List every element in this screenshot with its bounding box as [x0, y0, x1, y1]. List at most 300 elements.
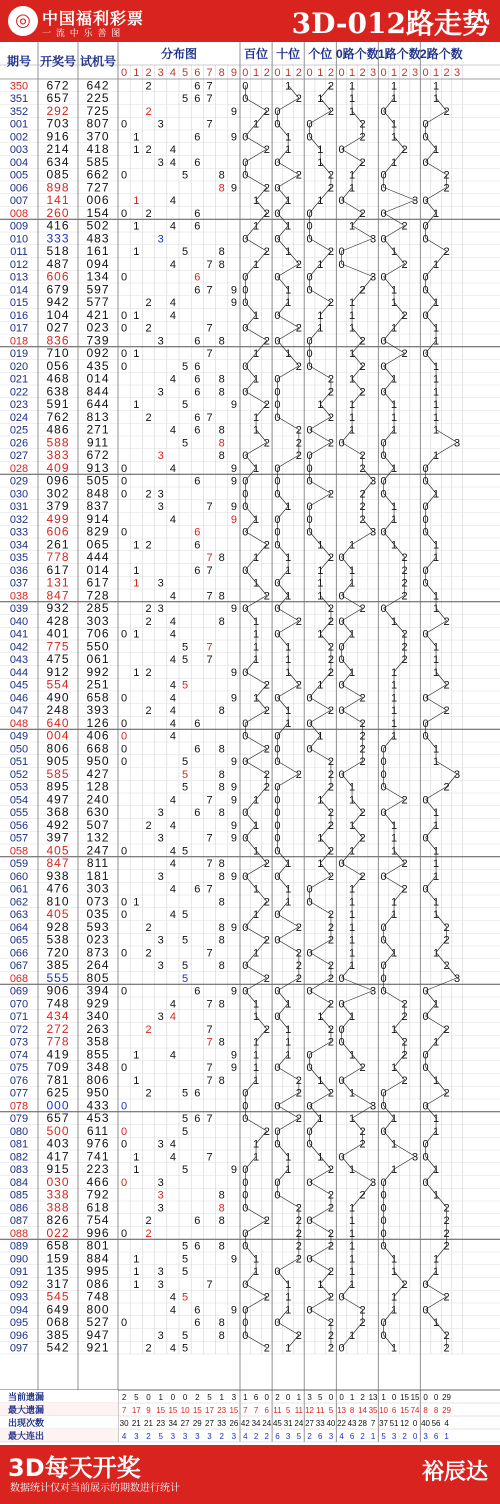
stats-value: 2 [402, 1432, 407, 1441]
distribution-mark: 3 [157, 1011, 164, 1023]
stats-value: 13 [337, 1406, 347, 1415]
distribution-mark: 0 [121, 118, 128, 131]
route-mark: 2 [263, 144, 270, 156]
count-mark: 2 [359, 284, 366, 297]
draw-number: 104 [46, 307, 70, 322]
route-mark: 0 [242, 1164, 249, 1176]
count-mark: 1 [348, 909, 356, 921]
route-mark: 1 [285, 1278, 292, 1291]
draw-number: 775 [46, 639, 70, 654]
count-mark: 0 [380, 182, 387, 195]
distribution-mark: 0 [121, 462, 128, 475]
route-mark: 0 [306, 896, 313, 909]
route-mark: 0 [306, 220, 313, 233]
chart-background [0, 42, 500, 1445]
issue-number: 052 [9, 768, 29, 781]
test-number: 507 [86, 817, 110, 832]
count-mark: 0 [422, 309, 429, 322]
draw-number: 826 [46, 1213, 70, 1227]
distribution-mark: 2 [145, 1215, 152, 1227]
test-number: 837 [86, 499, 110, 513]
issue-number: 084 [9, 1176, 29, 1189]
route-mark: 1 [252, 845, 260, 858]
draw-number: 383 [46, 448, 70, 462]
stats-value: 15 [156, 1406, 166, 1415]
stats-value: 40 [421, 1419, 431, 1428]
count-mark: 3 [369, 271, 377, 284]
distribution-mark: 1 [133, 1253, 140, 1266]
count-mark: 0 [422, 284, 429, 297]
stats-value: 3 [328, 1432, 334, 1441]
route-mark: 1 [317, 1074, 324, 1087]
distribution-mark: 1 [133, 246, 140, 258]
draw-number: 027 [46, 320, 70, 335]
distribution-mark: 4 [169, 258, 176, 271]
issue-number: 003 [9, 144, 29, 156]
stats-value: 51 [389, 1419, 399, 1428]
test-number: 433 [86, 1098, 110, 1113]
stats-value: 56 [431, 1419, 441, 1428]
route-mark: 2 [295, 768, 302, 781]
count-header: 1 [432, 67, 440, 79]
route-mark: 1 [317, 1113, 324, 1125]
distribution-mark: 0 [121, 322, 128, 335]
count-mark: 0 [380, 105, 387, 118]
issue-number: 351 [9, 93, 29, 105]
distribution-mark: 7 [206, 258, 213, 271]
issue-number: 037 [9, 577, 29, 590]
route-mark: 0 [242, 603, 249, 615]
count-mark: 0 [338, 998, 345, 1011]
stats-value: 34 [251, 1419, 261, 1428]
stats-value: 27 [205, 1419, 214, 1428]
count-mark: 0 [422, 794, 429, 807]
distribution-mark: 3 [157, 934, 164, 947]
stats-value: 21 [131, 1419, 141, 1428]
count-mark: 2 [359, 1317, 366, 1329]
route-mark: 2 [295, 1087, 302, 1100]
count-mark: 1 [390, 373, 398, 386]
route-mark: 1 [317, 156, 324, 169]
footer-note: 数据统计仅对当前展示的期数进行统计 [10, 1483, 180, 1494]
stats-value: 15 [410, 1393, 420, 1402]
draw-number: 419 [46, 1047, 70, 1062]
route-mark: 1 [252, 411, 260, 424]
draw-number: 434 [46, 1009, 70, 1023]
issue-number: 034 [9, 539, 29, 552]
lottery-logo-icon: ◎ [8, 6, 38, 36]
distribution-mark: 0 [121, 207, 128, 220]
count-mark: 0 [422, 832, 429, 845]
route-mark: 0 [274, 730, 281, 743]
route-mark: 0 [274, 309, 281, 322]
count-mark: 0 [380, 743, 387, 756]
distribution-mark: 6 [194, 1087, 201, 1100]
route-mark: 1 [285, 80, 292, 93]
route-mark: 1 [285, 246, 292, 258]
count-mark: 0 [422, 526, 429, 539]
issue-number: 043 [9, 654, 29, 666]
distribution-mark: 0 [121, 526, 128, 539]
count-mark: 0 [380, 1125, 387, 1138]
route-mark: 2 [295, 1215, 302, 1227]
route-mark: 0 [242, 985, 249, 998]
distribution-mark: 8 [218, 386, 225, 399]
distribution-mark: 8 [218, 615, 225, 628]
route-mark: 0 [274, 373, 281, 386]
count-mark: 2 [359, 450, 366, 462]
distribution-mark: 9 [230, 603, 237, 615]
count-mark: 1 [432, 450, 440, 462]
route-mark: 0 [242, 564, 249, 577]
route-mark: 2 [327, 297, 335, 309]
draw-number: 401 [46, 626, 70, 641]
route-mark: 0 [306, 717, 313, 730]
stats-value: 0 [433, 1393, 439, 1402]
distribution-mark: 3 [157, 335, 164, 348]
test-number: 393 [86, 703, 110, 717]
test-number: 285 [86, 601, 110, 615]
footer-headline: 3D每天开奖 [8, 1454, 141, 1482]
route-mark: 2 [263, 781, 270, 794]
distribution-mark: 6 [194, 220, 201, 233]
distribution-mark: 9 [230, 1062, 237, 1074]
distribution-mark: 8 [218, 921, 225, 934]
stats-value: 9 [146, 1406, 151, 1415]
distribution-mark: 4 [169, 705, 176, 717]
test-number: 134 [86, 269, 110, 284]
route-mark: 2 [327, 641, 335, 654]
distribution-mark: 2 [145, 207, 152, 220]
route-mark: 2 [327, 768, 335, 781]
draw-number: 762 [46, 409, 70, 424]
distribution-mark: 6 [194, 424, 201, 437]
route-mark: 0 [274, 207, 281, 220]
route-mark: 1 [252, 1266, 260, 1278]
count-mark: 3 [369, 526, 377, 539]
distribution-mark: 9 [230, 284, 237, 297]
stats-label: 最大遗漏 [8, 1405, 45, 1415]
distribution-mark: 1 [133, 348, 140, 360]
issue-number: 078 [9, 1100, 29, 1113]
issue-number: 080 [9, 1125, 29, 1138]
draw-number: 847 [46, 588, 70, 603]
stats-value: 6 [391, 1406, 397, 1415]
distribution-mark: 2 [145, 539, 152, 552]
stats-value: 0 [264, 1393, 269, 1402]
distribution-mark: 0 [121, 717, 128, 730]
stats-value: 6 [264, 1406, 269, 1415]
count-mark: 2 [401, 1278, 408, 1291]
distribution-mark: 6 [194, 564, 201, 577]
stats-value: 7 [121, 1406, 127, 1415]
count-mark: 0 [380, 985, 387, 998]
distribution-mark: 6 [194, 80, 201, 93]
route-mark: 1 [252, 1253, 260, 1266]
distribution-mark: 0 [121, 360, 128, 373]
count-mark: 1 [432, 909, 440, 921]
route-mark: 2 [263, 1342, 270, 1355]
route-mark: 2 [327, 1189, 335, 1202]
route-mark: 1 [317, 1278, 324, 1291]
stats-value: 1 [349, 1393, 355, 1402]
test-number: 502 [86, 218, 110, 233]
stats-value: 5 [328, 1406, 334, 1415]
test-number: 618 [86, 1200, 110, 1215]
count-mark: 2 [401, 858, 408, 870]
draw-number: 405 [46, 843, 70, 858]
count-mark: 1 [390, 896, 398, 909]
issue-number: 083 [9, 1164, 29, 1176]
count-header: 0 [380, 67, 387, 79]
count-mark: 2 [401, 220, 408, 233]
stats-value: 31 [283, 1419, 293, 1428]
count-header: 0 [338, 67, 345, 79]
route-mark: 2 [295, 1227, 302, 1240]
distribution-mark: 8 [218, 1329, 225, 1342]
stats-value: 3 [170, 1432, 176, 1441]
digit-header: 4 [169, 67, 176, 79]
issue-number: 011 [10, 246, 28, 258]
route-mark: 0 [306, 1215, 313, 1227]
draw-number: 588 [46, 435, 70, 450]
distribution-mark: 8 [218, 896, 225, 909]
distribution-mark: 1 [133, 666, 140, 679]
count-mark: 1 [390, 832, 398, 845]
route-mark: 2 [327, 1036, 335, 1049]
route-mark: 0 [242, 80, 249, 93]
route-mark: 2 [263, 934, 270, 947]
stats-value: 2 [275, 1393, 280, 1402]
count-mark: 0 [422, 985, 429, 998]
route-mark: 1 [252, 1151, 260, 1164]
distribution-mark: 0 [121, 743, 128, 756]
test-number: 348 [86, 1060, 110, 1074]
stats-value: 35 [368, 1406, 378, 1415]
test-number: 550 [86, 639, 110, 654]
issue-number: 082 [9, 1151, 29, 1164]
route-mark: 2 [327, 1087, 335, 1100]
route-mark: 2 [263, 858, 270, 870]
route-mark: 0 [274, 692, 281, 705]
distribution-mark: 3 [157, 386, 164, 399]
route-mark: 0 [306, 118, 313, 131]
distribution-mark: 0 [121, 1125, 128, 1138]
distribution-mark: 9 [230, 794, 237, 807]
route-mark: 0 [242, 156, 249, 169]
issue-number: 056 [9, 819, 29, 832]
issue-number: 019 [9, 348, 29, 360]
distribution-mark: 1 [133, 564, 140, 577]
issue-number: 350 [9, 80, 29, 93]
distribution-mark: 0 [121, 1138, 128, 1151]
draw-number: 634 [46, 154, 70, 169]
route-mark: 2 [327, 666, 335, 679]
route-mark: 2 [327, 909, 335, 921]
distribution-mark: 5 [182, 768, 189, 781]
draw-number: 545 [46, 1289, 70, 1304]
count-mark: 1 [348, 666, 356, 679]
distribution-mark: 3 [157, 118, 164, 131]
count-mark: 0 [422, 501, 429, 513]
stats-value: 2 [253, 1432, 259, 1441]
test-number: 805 [86, 970, 110, 985]
count-mark: 1 [390, 131, 398, 144]
distribution-mark: 2 [145, 1227, 152, 1240]
stats-value: 40 [326, 1419, 336, 1428]
column-header: 2路个数 [419, 47, 463, 61]
route-mark: 2 [263, 972, 270, 985]
distribution-mark: 4 [169, 1304, 176, 1317]
count-mark: 1 [432, 93, 440, 105]
distribution-mark: 4 [169, 845, 176, 858]
route-mark: 0 [274, 233, 281, 246]
route-mark: 2 [295, 679, 302, 692]
distribution-mark: 2 [145, 819, 152, 832]
distribution-mark: 5 [182, 960, 189, 972]
route-mark: 2 [263, 1215, 270, 1227]
route-mark: 0 [274, 118, 281, 131]
route-mark: 0 [274, 1317, 281, 1329]
distribution-mark: 3 [157, 501, 164, 513]
route-mark: 0 [274, 399, 281, 411]
issue-number: 010 [9, 233, 29, 246]
draw-number: 000 [46, 1098, 70, 1113]
route-mark: 0 [306, 284, 313, 297]
count-mark: 1 [432, 386, 440, 399]
distribution-mark: 9 [230, 985, 237, 998]
stats-value: 1 [158, 1393, 163, 1402]
issue-number: 005 [9, 169, 29, 182]
distribution-mark: 0 [121, 1100, 128, 1113]
distribution-mark: 8 [218, 858, 225, 870]
test-number: 370 [86, 129, 110, 144]
stats-value: 74 [410, 1406, 420, 1415]
count-mark: 1 [390, 411, 398, 424]
route-mark: 2 [263, 182, 270, 195]
count-mark: 2 [401, 1011, 408, 1023]
issue-number: 068 [9, 972, 29, 985]
count-mark: 0 [422, 1062, 429, 1074]
count-mark: 1 [432, 947, 440, 960]
route-mark: 2 [295, 360, 302, 373]
count-mark: 1 [348, 628, 356, 641]
issue-number: 016 [9, 309, 29, 322]
stats-label: 当前遗漏 [8, 1392, 45, 1402]
count-mark: 0 [380, 386, 387, 399]
test-number: 642 [86, 78, 110, 93]
route-mark: 0 [306, 883, 313, 896]
distribution-mark: 8 [218, 705, 225, 717]
distribution-mark: 7 [206, 322, 213, 335]
count-mark: 2 [359, 1062, 366, 1074]
route-mark: 1 [317, 322, 324, 335]
route-mark: 0 [274, 475, 281, 488]
count-mark: 0 [338, 552, 345, 564]
issue-number: 046 [9, 692, 29, 705]
count-mark: 2 [359, 870, 366, 883]
distribution-mark: 8 [218, 246, 225, 258]
route-mark: 0 [242, 870, 249, 883]
route-mark: 2 [263, 590, 270, 603]
distribution-mark: 7 [206, 80, 213, 93]
route-mark: 2 [327, 437, 335, 450]
route-mark: 0 [274, 628, 281, 641]
distribution-mark: 2 [145, 947, 152, 960]
stats-value: 1 [370, 1432, 376, 1441]
count-header: 3 [453, 67, 461, 79]
issue-number: 038 [9, 590, 29, 603]
stats-value: 15 [229, 1406, 239, 1415]
distribution-mark: 5 [182, 1266, 189, 1278]
route-mark: 1 [285, 564, 292, 577]
issue-number: 062 [9, 896, 29, 909]
count-mark: 1 [390, 93, 398, 105]
route-mark: 1 [285, 1151, 292, 1164]
draw-number: 397 [46, 830, 70, 845]
count-mark: 1 [432, 1189, 440, 1202]
count-mark: 1 [390, 705, 398, 717]
count-mark: 0 [380, 271, 387, 284]
draw-number: 487 [46, 256, 70, 271]
issue-number: 086 [9, 1202, 29, 1215]
chart-title: 3D-012路走势 [291, 7, 490, 40]
count-header: 0 [422, 67, 429, 79]
count-mark: 2 [443, 1087, 450, 1100]
stats-value: 30 [119, 1419, 129, 1428]
draw-number: 657 [46, 1111, 70, 1125]
distribution-mark: 7 [206, 501, 213, 513]
draw-number: 368 [46, 805, 70, 819]
distribution-mark: 4 [169, 1151, 176, 1164]
distribution-mark: 6 [194, 883, 201, 896]
count-mark: 0 [422, 475, 429, 488]
distribution-mark: 1 [133, 1074, 140, 1087]
route-mark: 2 [295, 960, 302, 972]
issue-number: 002 [9, 131, 29, 144]
route-mark: 1 [285, 297, 292, 309]
distribution-mark: 3 [157, 870, 164, 883]
distribution-mark: 4 [169, 513, 176, 526]
distribution-mark: 3 [157, 1329, 164, 1342]
stats-value: 0 [182, 1393, 188, 1402]
draw-number: 585 [46, 766, 70, 781]
issue-number: 030 [9, 488, 29, 501]
count-mark: 0 [422, 220, 429, 233]
route-mark: 0 [274, 105, 281, 118]
count-mark: 0 [338, 144, 345, 156]
route-mark: 1 [317, 590, 324, 603]
route-mark: 2 [327, 615, 335, 628]
stats-value: 5 [296, 1432, 302, 1441]
distribution-mark: 7 [206, 794, 213, 807]
stats-value: 22 [337, 1419, 347, 1428]
route-mark: 1 [252, 654, 260, 666]
route-header: 0 [242, 67, 249, 79]
draw-number: 895 [46, 779, 70, 794]
distribution-mark: 0 [121, 896, 128, 909]
count-mark: 0 [422, 118, 429, 131]
issue-number: 061 [9, 883, 29, 896]
count-mark: 1 [390, 1113, 398, 1125]
distribution-mark: 3 [157, 832, 164, 845]
stats-value: 27 [180, 1419, 190, 1428]
count-mark: 1 [390, 1138, 398, 1151]
distribution-mark: 9 [230, 462, 237, 475]
route-mark: 0 [306, 348, 313, 360]
route-mark: 0 [306, 233, 313, 246]
distribution-mark: 2 [145, 411, 152, 424]
